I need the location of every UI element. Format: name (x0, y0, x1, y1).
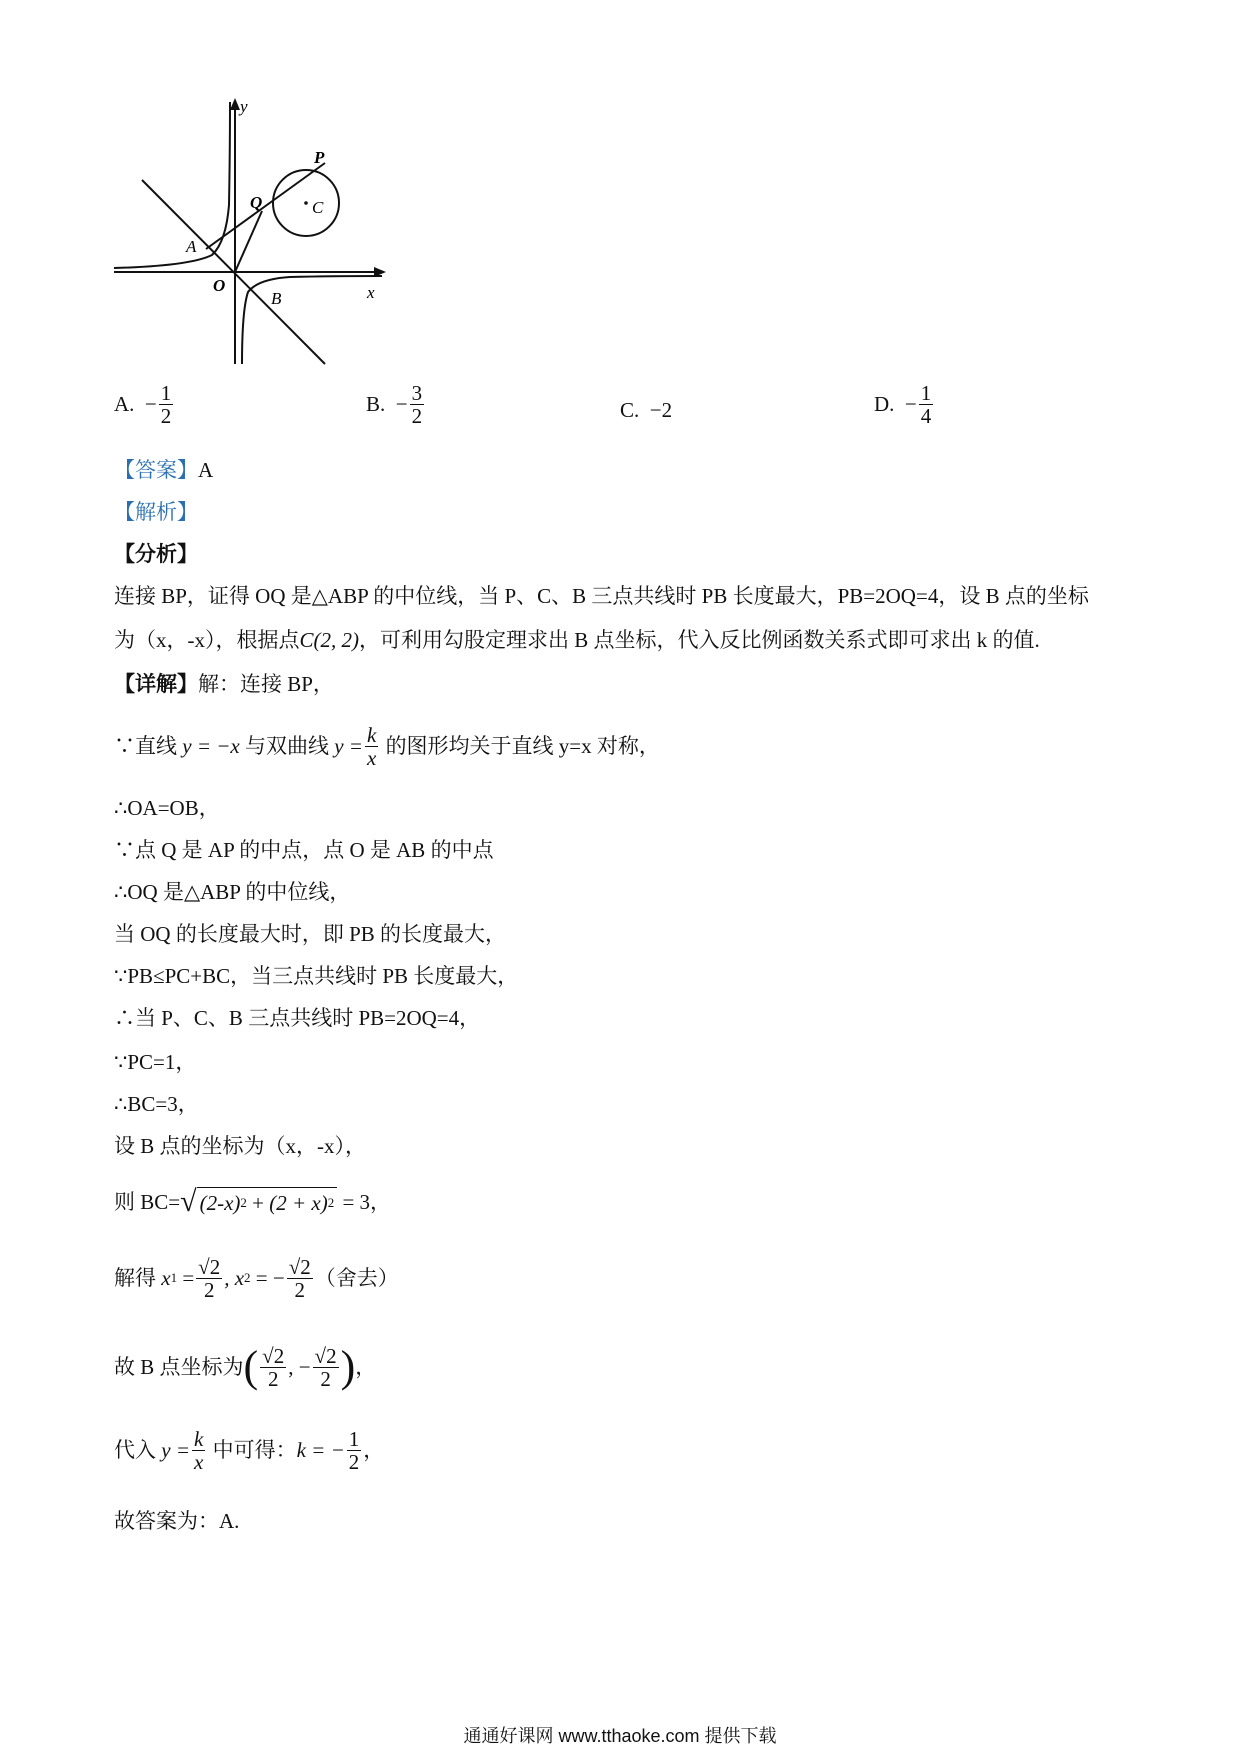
label-b: B (271, 289, 282, 308)
option-b-fraction: $\frac{3}{2}$ (411, 381, 423, 428)
detail-step-7: ∴当 P、C、B 三点共线时 PB=2OQ=4， (114, 1006, 481, 1030)
center-c-dot (304, 201, 308, 205)
option-a: A. − $\frac{1}{2}$ (114, 381, 172, 428)
detail-step-12: 解得 x 1 = $\frac{√2}{2}$ , x 2 = − $\frac{√2}{2}$ （舍去） (114, 1254, 399, 1302)
detail-step-5: 当 OQ 的长度最大时，即 PB 的长度最大， (114, 922, 507, 946)
detail-step-2: ∴OA=OB， (114, 796, 220, 820)
label-c: C (312, 198, 324, 217)
segment-oq (235, 211, 262, 272)
option-c: C. −2 (620, 398, 673, 422)
label-a: A (186, 237, 197, 256)
detail-start: 【详解】解：连接 BP， (114, 672, 334, 696)
label-o: O (213, 276, 226, 295)
detail-tag: 【详解】 (114, 672, 198, 696)
option-d: D. − $\frac{1}{4}$ (874, 381, 932, 428)
detail-step-6: ∵PB≤PC+BC，当三点共线时 PB 长度最大， (114, 964, 519, 988)
detail-step-10: 设 B 点的坐标为（x，-x）， (114, 1134, 366, 1158)
detail-step-1: ∵直线 y = −x 与双曲线 y = $\frac{k}{x}$ 的图形均关于直线 y=x 对称， (114, 722, 660, 770)
option-b: B. − $\frac{3}{2}$ (366, 381, 423, 428)
sqrt-expression: √ (2-x) 2 + (2 + x) 2 (180, 1187, 337, 1217)
label-q: Q (250, 193, 263, 212)
detail-step-9: ∴BC=3， (114, 1092, 199, 1116)
detail-step-13: 故 B 点坐标为 ( $\frac{√2}{2}$ , − $\frac{√2}{2}$ ) ， (114, 1342, 377, 1391)
footer-watermark: 通通好课网 www.tthaoke.com 提供下载 (463, 1726, 777, 1746)
fenxi-tag: 【分析】 (114, 542, 198, 566)
label-y: y (240, 97, 248, 116)
detail-step-4: ∴OQ 是△ABP 的中位线， (114, 880, 351, 904)
label-p: P (314, 148, 325, 167)
option-d-fraction: $\frac{1}{4}$ (920, 381, 932, 428)
label-x: x (367, 283, 375, 302)
coordinate-figure (0, 0, 1240, 380)
answer-value: A (198, 458, 214, 482)
answer-tag: 【答案】 (114, 458, 198, 482)
detail-step-8: ∵PC=1， (114, 1050, 197, 1074)
detail-step-14: 代入 y = $\frac{k}{x}$ 中可得： k = − $\frac{1}{2}$ ， (114, 1426, 385, 1474)
answer-line (114, 457, 213, 483)
detail-step-11: 则 BC= √ (2-x) 2 + (2 + x) 2 = 3， (114, 1185, 392, 1218)
jiexi-tag: 【解析】 (114, 500, 198, 524)
y-axis-arrow (230, 98, 240, 110)
option-a-fraction: $\frac{1}{2}$ (160, 381, 172, 428)
detail-step-3: ∵点 Q 是 AP 的中点，点 O 是 AB 的中点 (114, 838, 494, 862)
detail-step-15: 故答案为：A. (114, 1509, 240, 1533)
analysis-line-2: 为（x，-x），根据点C(2, 2)，可利用勾股定理求出 B 点坐标，代入反比例函数关系式即可求出 k 的值. (114, 628, 1040, 652)
analysis-line-1: 连接 BP，证得 OQ 是△ABP 的中位线，当 P、C、B 三点共线时 PB 长度最大，PB=2OQ=4，设 B 点的坐标 (114, 584, 1089, 608)
